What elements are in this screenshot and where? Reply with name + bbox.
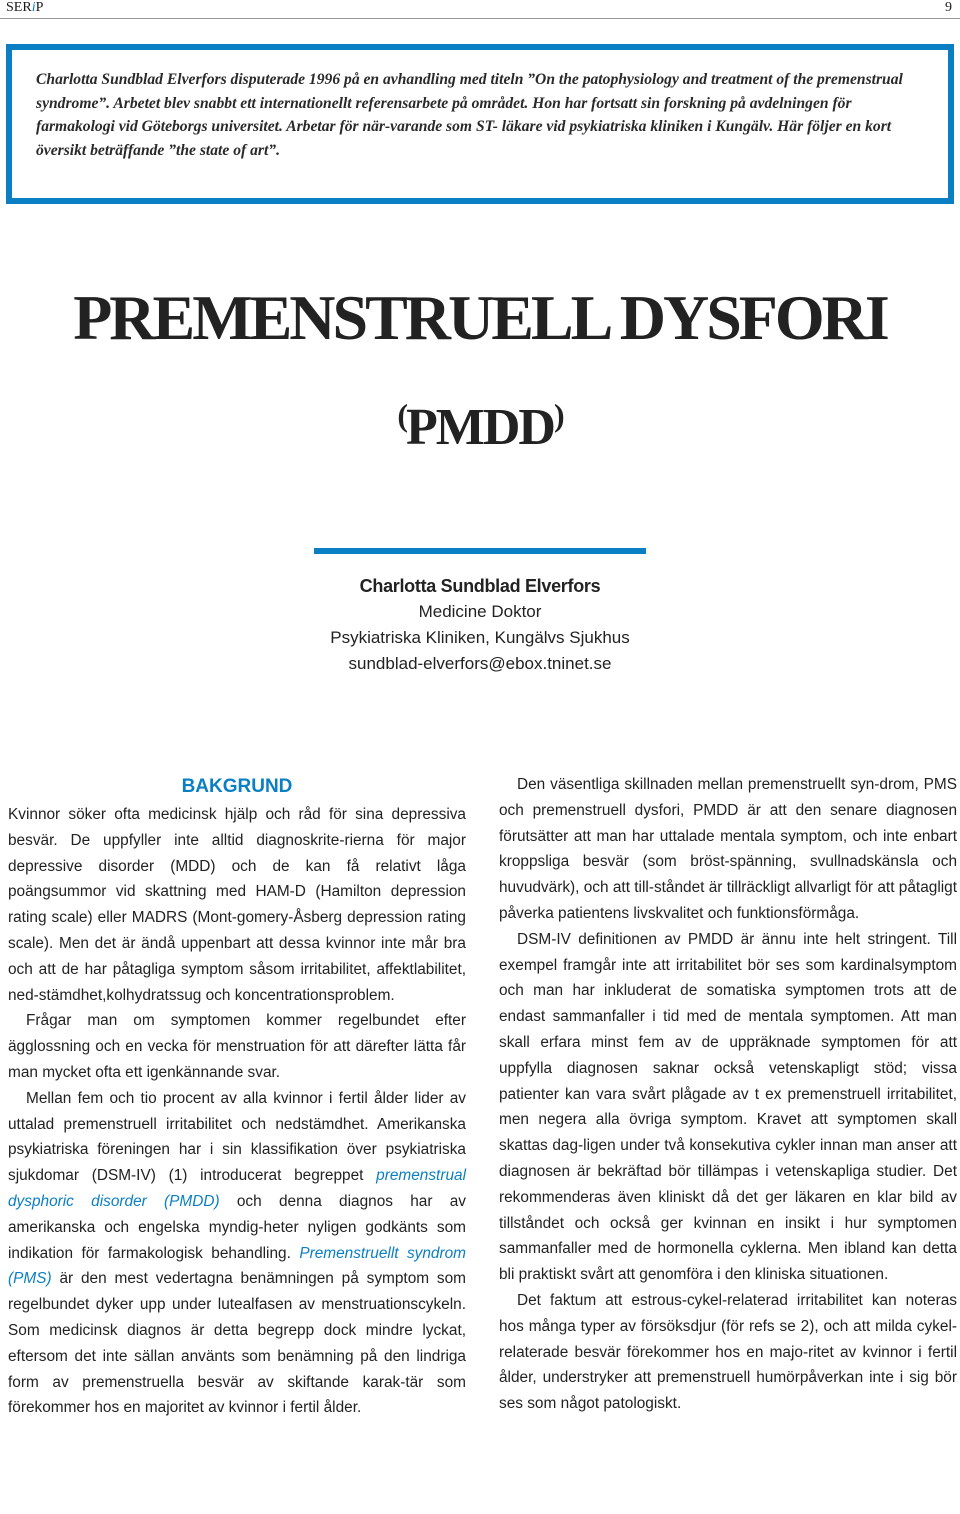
left-column [8, 772, 466, 1421]
article-title: PREMENSTRUELL DYSFORI [73, 282, 887, 353]
author-affiliation: Psykiatriska Kliniken, Kungälvs Sjukhus [330, 628, 630, 647]
header-rule [0, 18, 960, 19]
paragraph: Den väsentliga skillnaden mellan premenstruellt syn-drom, PMS och premenstruell dysfori, PMDD är att den senare diagnosen förutsätter att man har uttalade mentala symptom, och inte enbart kroppsliga besvär (som bröst-spänning, svullnadskänsla och huvudvärk), och att till-ståndet är tillräckligt allvarligt för att påtagligt påverka patientens livskvalitet och funktionsförmåga. [499, 776, 957, 922]
section-heading: BAKGRUND [181, 776, 293, 797]
paragraph: Frågar man om symptomen kommer regelbundet efter ägglossning och en vecka för menstruation för att därefter lätta får man mycket ofta ett igenkännande svar. [8, 1012, 466, 1081]
intro-box [6, 44, 954, 204]
paragraph: Kvinnor söker ofta medicinsk hjälp och råd för sina depressiva besvär. De uppfyller inte alltid diagnoskrite-rierna för major depressive disorder (MDD) och de kan få relativt låga poängsummor vid skattning med HAM-D (Hamilton depression rating scale) eller MADRS (Mont-gomery-Åsberg depression rating scale). Men det är ändå uppenbart att dessa kvinnor inte mår bra och att de har påtagliga symptom såsom irritabilitet, affektlabilitet, ned-stämdhet,kolhydratssug och koncentrationsproblem. [8, 806, 466, 1004]
intro-text: Charlotta Sundblad Elverfors disputerade 1996 på en avhandling med titeln ”On the patophysiology and treatment of the premenstrual syndrome”. Arbetet blev snabbt ett internationellt referensarbete på området. Hon har fortsatt sin forskning på avdelningen för farmakologi vid Göteborgs universitet. Arbetar för när-varande som ST- läkare vid psykiatriska kliniken i Kungälv. Här följer en kort översikt beträffande ”the state of art”. [36, 71, 903, 159]
right-column [499, 772, 957, 1417]
paragraph: DSM-IV definitionen av PMDD är ännu inte helt stringent. Till exempel framgår inte att irritabilitet bör ses som kardinalsymptom och man har inkluderat de somatiska symptomen trots att de endast sammanfaller i tid med de mentala symptomen. Att man skall erfara minst fem av de uppräknade symptomen för att uppfylla diagnosen saknar också vetenskapligt stöd; vissa patienter kan vara svårt plågade av t ex premenstruell irritabilitet, men negera alla övriga symptom. Kravet att symptomen skall skattas dag-ligen under två konsekutiva cykler innan man anser att diagnosen är bekräftad bör tillämpas i vetenskapliga studier. Det rekommenderas även kliniskt då det ger läkaren en klar bild av tillståndet och också ger kvinnan en insikt i hur symptomen sammanfaller med de hormonella cyklerna. Men ibland kan detta bli praktiskt svårt att genomföra i den kliniska situationen. [499, 930, 957, 1284]
article-subtitle: (PMDD) [397, 397, 563, 456]
author-name: Charlotta Sundblad Elverfors [359, 576, 601, 596]
paragraph: Mellan fem och tio procent av alla kvinnor i fertil ålder lider av uttalad premenstruell irritabilitet och nedstämdhet. Amerikanska psykiatriska föreningen har i sin klassifikation över psykiatriska sjukdomar (DSM-IV) (1) introducerat begreppet premenstrual dysphoric disorder (PMDD) och denna diagnos har av amerikanska och engelska myndig-heter nyligen godkänts som indikation för farmakologisk behandling. Premenstruellt syndrom (PMS) är den mest vedertagna benämningen på symptom som regelbundet dyker upp under lutealfasen av menstruationscykeln. Som medicinsk diagnos är detta begrepp dock mindre lyckat, eftersom det inte sällan använts som benämning på den lindriga form av premenstruella besvär av skiftande karak-tär som förekommer hos en majoritet av kvinnor i fertil ålder. [8, 1089, 466, 1417]
author-email[interactable]: sundblad-elverfors@ebox.tninet.se [348, 654, 612, 673]
term-pms: Premenstruellt syndrom (PMS) [8, 1244, 466, 1288]
journal-name: SERiP [6, 0, 44, 15]
running-header [0, 0, 960, 18]
paragraph: Det faktum att estrous-cykel-relaterad irritabilitet kan noteras hos många typer av försöksdjur (för refs se 2), och att milda cykel-relaterade besvär förekommer hos en majo-ritet av kvinnor i fertil ålder, understryker att premenstruell humörpåverkan inte i sig bör ses som något patologiskt. [499, 1291, 957, 1413]
page-number: 9 [945, 0, 952, 15]
term-pmdd: premenstrual dysphoric disorder (PMDD) [8, 1167, 466, 1210]
title-divider [314, 548, 646, 554]
author-degree: Medicine Doktor [418, 602, 542, 621]
author-block [0, 573, 960, 677]
